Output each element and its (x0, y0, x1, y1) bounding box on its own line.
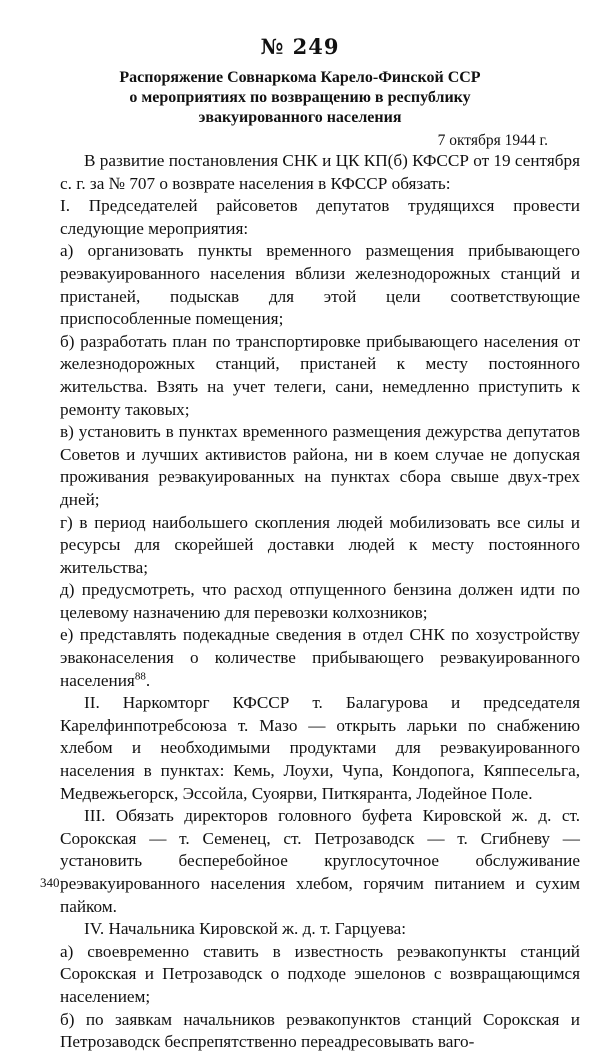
title-line-2: о мероприятиях по возвращению в республику (129, 89, 471, 106)
paragraph-item-e (60, 624, 580, 692)
document-date: 7 октября 1944 г. (437, 132, 548, 149)
paragraph-intro: В развитие постановления СНК и ЦК КП(б) КФССР от 19 сентября с. г. за № 707 о возврате населения в КФССР обязать: (60, 151, 580, 193)
paragraph-item-4a: а) своевременно ставить в известность реэвакопункты станций Сорокская и Петрозаводск о подходе эшелонов с возвращающимся населением; (60, 941, 580, 1006)
paragraph-section-3: III. Обязать директоров головного буфета Кировской ж. д. ст. Сорокская — т. Семенец, ст. Петрозаводск — т. Сгибневу — установить бесперебойное круглосуточное обслуживание реэвакуированного населения хлебом, горячим питанием и сухим пайком. (60, 806, 580, 916)
title-line-3: эвакуированного населения (198, 109, 402, 126)
paragraph-item-d: д) предусмотреть, что расход отпущенного бензина должен идти по целевому назначению для перевозки колхозников; (60, 580, 580, 622)
document-title (60, 68, 540, 128)
footnote-reference: 88 (134, 669, 146, 682)
document-number: № 249 (260, 34, 340, 59)
footnote-trailing-period: . (145, 670, 151, 690)
paragraph-section-2: II. Наркомторг КФССР т. Балагурова и председателя Карелфинпотребсоюза т. Мазо — открыть ларьки по снабжению хлебом и необходимыми продуктами для реэвакуированного населения в пунктах: Кемь, Лоухи, Чупа, Кондопога, Кяппесельга, Медвежьегорск, Эссойла, Суоярви, Питкяранта, Лодейное Поле. (60, 693, 580, 803)
paragraph-section-1: I. Председателей райсоветов депутатов трудящихся провести следующие мероприятия: (60, 196, 580, 238)
page-number: 340 (40, 875, 60, 890)
paragraph-item-b: б) разработать план по транспортировке прибывающего населения от железнодорожных станций, пристаней к месту постоянного жительства. Взять на учет телеги, сани, немедленно приступить к ремонту таковых; (60, 331, 580, 419)
paragraph-item-4b: б) по заявкам начальников реэвакопунктов станций Сорокская и Петрозаводск беспрепятственно переадресовывать ваго- (60, 1009, 580, 1052)
paragraph-item-a: а) организовать пункты временного размещения прибывающего реэвакуированного населения вблизи железнодорожных станций и пристаней, подыскав для этой цели соответствующие приспособленные помещения; (60, 241, 580, 329)
paragraph-section-4: IV. Начальника Кировской ж. д. т. Гарцуева: (84, 919, 407, 939)
paragraph-item-e-text: е) представлять подекадные сведения в отдел СНК по хозустройству эваконаселения о количестве прибывающего реэвакуированного населения (60, 625, 580, 690)
paragraph-item-g: г) в период наибольшего скопления людей мобилизовать все силы и ресурсы для скорейшей доставки людей к месту постоянного жительства; (60, 512, 580, 577)
title-line-1: Распоряжение Совнаркома Карело-Финской ССР (119, 69, 481, 86)
paragraph-item-v: в) установить в пунктах временного размещения дежурства депутатов Советов и лучших активистов района, ни в коем случае не допуская проживания реэвакуированных на пунктах сбора свыше двух-трех дней; (60, 422, 580, 509)
document-body (60, 150, 580, 1054)
